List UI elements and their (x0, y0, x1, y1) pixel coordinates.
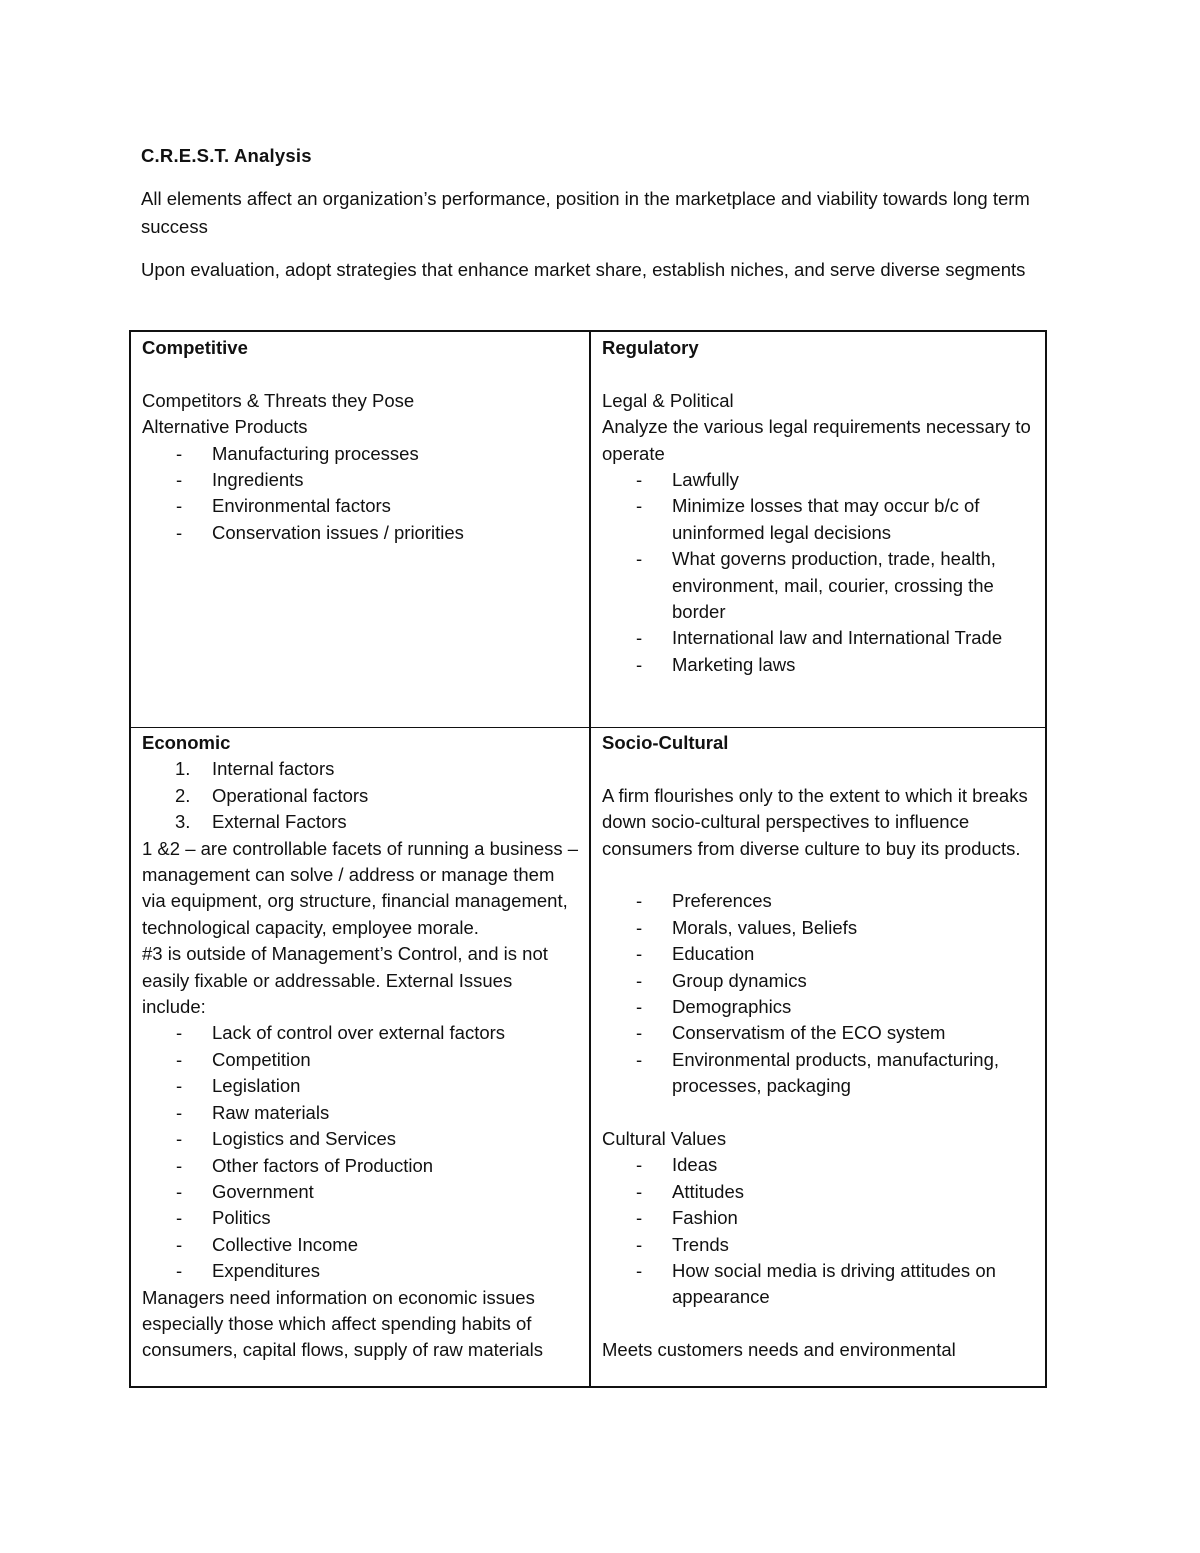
list-item (602, 493, 1039, 546)
dash-marker: - (176, 1048, 183, 1070)
list-item-text: Lawfully (672, 469, 739, 491)
dash-marker: - (176, 1075, 183, 1097)
dash-marker: - (636, 943, 643, 965)
economic-paragraph-2: #3 is outside of Management’s Control, and is not easily fixable or addressable. External Issues include: (142, 943, 548, 1018)
list-item (602, 1232, 1039, 1258)
list-item (602, 1020, 1039, 1046)
list-item (602, 1205, 1039, 1231)
list-item-text: Trends (672, 1233, 729, 1255)
crest-table (129, 330, 1047, 1388)
list-item (602, 968, 1039, 994)
list-item (602, 915, 1039, 941)
socio-cultural-heading: Socio-Cultural (602, 732, 729, 753)
list-item-text: Group dynamics (672, 969, 807, 991)
list-item (142, 756, 581, 782)
socio-cultural-paragraph: A firm flourishes only to the extent to which it breaks down socio-cultural perspectives to influence consumers from diverse culture to buy its products. (602, 784, 1028, 859)
list-item (602, 1258, 1039, 1311)
list-item-text: Minimize losses that may occur b/c of uninformed legal decisions (672, 495, 980, 543)
dash-marker: - (636, 1180, 643, 1202)
economic-numbered-list (142, 756, 581, 835)
list-item (142, 467, 581, 493)
competitive-bullet-list (142, 441, 581, 547)
dash-marker: - (176, 1101, 183, 1123)
list-item (602, 888, 1039, 914)
dash-marker: - (176, 521, 183, 543)
regulatory-line-1: Legal & Political (602, 389, 734, 411)
dash-marker: - (636, 495, 643, 517)
list-item (602, 941, 1039, 967)
list-item-text: Conservation issues / priorities (212, 521, 464, 543)
list-item-text: Competition (212, 1048, 311, 1070)
dash-marker: - (176, 1260, 183, 1282)
list-item-text: Legislation (212, 1075, 301, 1097)
dash-marker: - (176, 495, 183, 517)
table-row-divider (131, 727, 1045, 728)
dash-marker: - (176, 469, 183, 491)
list-item-text: Demographics (672, 996, 792, 1018)
list-item-text: Environmental products, manufacturing, processes, packaging (672, 1048, 1000, 1097)
list-item-text: What governs production, trade, health, environment, mail, courier, crossing the border (672, 548, 996, 623)
list-item (142, 1020, 581, 1046)
list-item (142, 520, 581, 546)
dash-marker: - (636, 653, 643, 675)
list-item (142, 1232, 581, 1258)
number-marker: 3. (175, 811, 191, 833)
list-item (142, 441, 581, 467)
regulatory-line-2: Analyze the various legal requirements necessary to operate (602, 416, 1031, 464)
dash-marker: - (636, 469, 643, 491)
list-item (602, 994, 1039, 1020)
dash-marker: - (176, 442, 183, 464)
list-item (602, 1152, 1039, 1178)
list-item-text: Operational factors (212, 784, 369, 806)
list-item-text: Morals, values, Beliefs (672, 916, 858, 938)
dash-marker: - (636, 1260, 643, 1282)
dash-marker: - (176, 1180, 183, 1202)
dash-marker: - (636, 916, 643, 938)
list-item-text: Ideas (672, 1154, 718, 1176)
dash-marker: - (636, 1233, 643, 1255)
dash-marker: - (176, 1022, 183, 1044)
list-item-text: Government (212, 1180, 314, 1202)
list-item-text: Ingredients (212, 469, 304, 491)
list-item-text: Expenditures (212, 1260, 320, 1282)
list-item-text: Collective Income (212, 1233, 359, 1255)
spacer (602, 361, 1039, 387)
socio-cultural-cell (591, 730, 1047, 1386)
spacer (602, 756, 1039, 782)
economic-closing: Managers need information on economic issues especially those which affect spending habits of consumers, capital flows, supply of raw materials (142, 1286, 543, 1361)
dash-marker: - (176, 1154, 183, 1176)
list-item (142, 1073, 581, 1099)
list-item-text: How social media is driving attitudes on appearance (672, 1260, 996, 1308)
list-item (142, 1179, 581, 1205)
cultural-values-bullet-list (602, 1152, 1039, 1310)
list-item (602, 652, 1039, 678)
document-body (141, 142, 1061, 299)
list-item (602, 625, 1039, 651)
number-marker: 1. (175, 758, 191, 780)
intro-paragraph-1: All elements affect an organization’s performance, position in the marketplace and viability towards long term success (141, 188, 1030, 237)
regulatory-heading: Regulatory (602, 337, 699, 358)
list-item (142, 809, 581, 835)
spacer (142, 361, 581, 387)
competitive-heading: Competitive (142, 337, 248, 358)
list-item-text: Fashion (672, 1207, 738, 1229)
intro-paragraph-2: Upon evaluation, adopt strategies that enhance market share, establish niches, and serve diverse segments (141, 259, 1026, 280)
dash-marker: - (636, 1048, 643, 1070)
list-item-text: Internal factors (212, 758, 335, 780)
dash-marker: - (176, 1128, 183, 1150)
dash-marker: - (636, 890, 643, 912)
regulatory-bullet-list (602, 467, 1039, 678)
spacer (602, 862, 1039, 888)
list-item-text: External Factors (212, 811, 347, 833)
list-item-text: Manufacturing processes (212, 442, 419, 464)
list-item-text: Environmental factors (212, 495, 391, 517)
list-item-text: Marketing laws (672, 653, 796, 675)
list-item (142, 1258, 581, 1284)
economic-paragraph-1: 1 &2 – are controllable facets of running a business – management can solve / address or manage them via equipment, org structure, financial management, technological capacity, employee morale. (142, 837, 579, 938)
dash-marker: - (636, 1154, 643, 1176)
document-title: C.R.E.S.T. Analysis (141, 145, 312, 166)
list-item-text: Conservatism of the ECO system (672, 1022, 946, 1044)
competitive-line-1: Competitors & Threats they Pose (142, 389, 415, 411)
spacer (602, 1100, 1039, 1126)
list-item (142, 1126, 581, 1152)
list-item (602, 467, 1039, 493)
list-item (142, 1047, 581, 1073)
list-item-text: Logistics and Services (212, 1128, 397, 1150)
list-item (142, 493, 581, 519)
spacer (602, 1311, 1039, 1337)
list-item (602, 546, 1039, 625)
list-item (142, 1153, 581, 1179)
dash-marker: - (636, 1022, 643, 1044)
list-item-text: Raw materials (212, 1101, 330, 1123)
dash-marker: - (636, 969, 643, 991)
cultural-values-heading: Cultural Values (602, 1128, 727, 1150)
list-item (602, 1179, 1039, 1205)
dash-marker: - (636, 627, 643, 649)
dash-marker: - (636, 548, 643, 570)
number-marker: 2. (175, 784, 191, 806)
list-item-text: International law and International Trade (672, 627, 1003, 649)
dash-marker: - (176, 1207, 183, 1229)
competitive-cell (131, 335, 589, 725)
list-item (142, 1205, 581, 1231)
economic-cell (131, 730, 589, 1386)
socio-cultural-closing: Meets customers needs and environmental (602, 1339, 956, 1361)
list-item-text: Lack of control over external factors (212, 1022, 506, 1044)
list-item-text: Attitudes (672, 1180, 744, 1202)
socio-cultural-bullet-list (602, 888, 1039, 1099)
list-item-text: Other factors of Production (212, 1154, 434, 1176)
dash-marker: - (636, 1207, 643, 1229)
list-item (142, 783, 581, 809)
list-item-text: Politics (212, 1207, 271, 1229)
dash-marker: - (636, 996, 643, 1018)
competitive-line-2: Alternative Products (142, 416, 308, 438)
economic-bullet-list (142, 1020, 581, 1284)
list-item-text: Preferences (672, 890, 772, 912)
list-item (602, 1047, 1039, 1100)
list-item (142, 1100, 581, 1126)
dash-marker: - (176, 1233, 183, 1255)
list-item-text: Education (672, 943, 755, 965)
regulatory-cell (591, 335, 1047, 725)
economic-heading: Economic (142, 732, 231, 753)
